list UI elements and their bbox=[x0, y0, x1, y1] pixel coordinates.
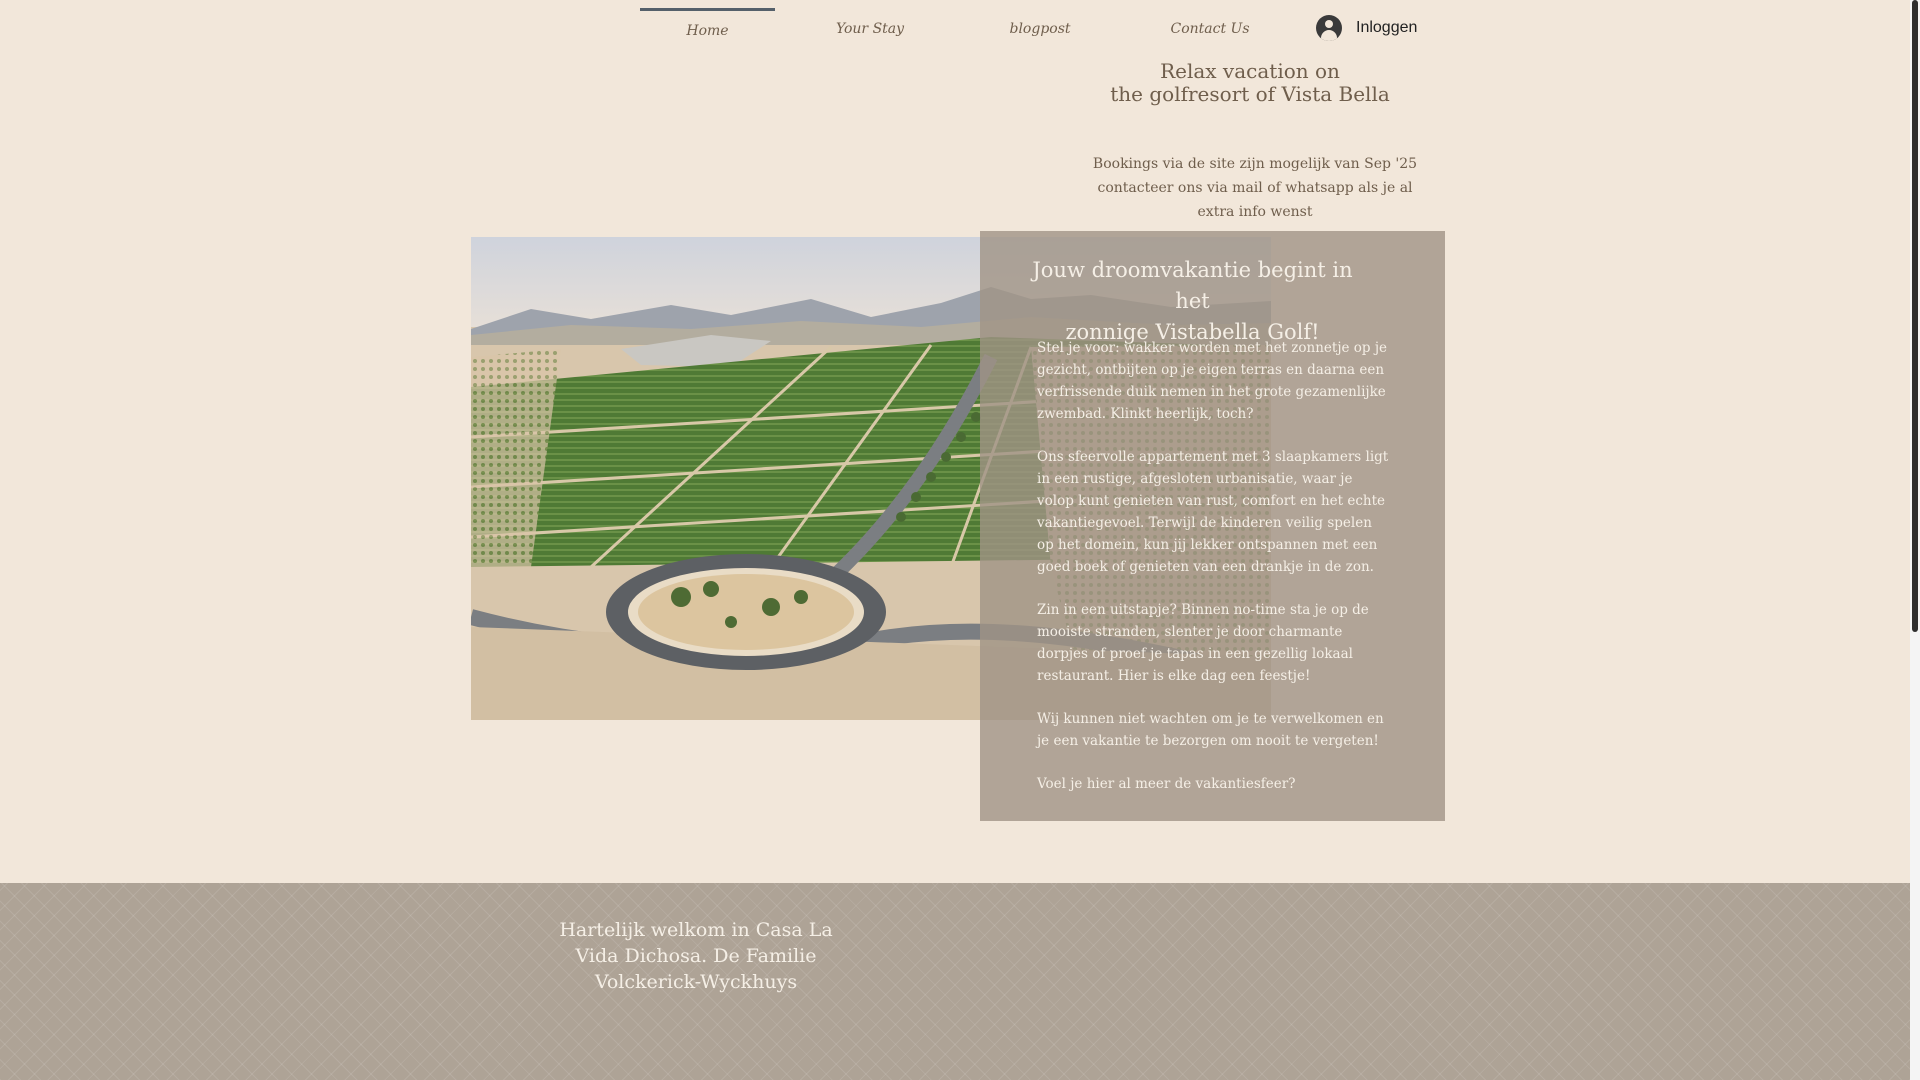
hero-title-line-1: Relax vacation on bbox=[1160, 59, 1340, 83]
panel-paragraph: Voel je hier al meer de vakantiesfeer? bbox=[1037, 776, 1296, 792]
user-avatar-icon bbox=[1316, 15, 1342, 41]
login-button[interactable] bbox=[1316, 14, 1417, 42]
scrollbar-thumb[interactable] bbox=[1912, 0, 1918, 632]
panel-title bbox=[1020, 255, 1365, 348]
booking-notice-line-2: contacteer ons via mail of whatsapp als je al extra info wenst bbox=[1097, 180, 1413, 220]
panel-title-line-1: Jouw droomvakantie begint in het bbox=[1032, 258, 1353, 313]
panel-paragraph: Stel je voor: wakker worden met het zonnetje op je gezicht, ontbijten op je eigen terras en daarna een verfrissende duik nemen in het grote gezamenlijke zwembad. Klinkt heerlijk, toch? bbox=[1037, 340, 1388, 422]
page-scrollbar[interactable] bbox=[1910, 0, 1920, 1080]
intro-panel bbox=[980, 231, 1445, 821]
login-label: Inloggen bbox=[1356, 19, 1418, 36]
panel-title-line-2: zonnige Vistabella Golf! bbox=[1065, 320, 1320, 344]
hero-title bbox=[1080, 60, 1420, 106]
panel-paragraph: Wij kunnen niet wachten om je te verwelkomen en je een vakantie te bezorgen om nooit te vergeten! bbox=[1037, 711, 1384, 749]
nav-item-home[interactable]: Home bbox=[640, 8, 775, 51]
panel-paragraph: Ons sfeervolle appartement met 3 slaapkamers ligt in een rustige, afgesloten urbanisatie, waar je volop kunt genieten van rust, comfort en het echte vakantiegevoel. Terwijl de kinderen veilig spelen op het domein, kun jij lekker ontspannen met een goed boek of genieten van een drankje in de zon. bbox=[1037, 449, 1389, 575]
nav-item-blogpost[interactable]: blogpost bbox=[1009, 21, 1071, 37]
booking-notice bbox=[1090, 152, 1420, 224]
footer-welcome-text: Hartelijk welkom in Casa La Vida Dichosa. De Familie Volckerick-Wyckhuys bbox=[559, 919, 833, 993]
panel-body bbox=[1037, 337, 1389, 816]
hero-title-line-2: the golfresort of Vista Bella bbox=[1110, 82, 1390, 106]
nav-item-contact-us[interactable]: Contact Us bbox=[1170, 21, 1250, 37]
panel-paragraph: Zin in een uitstapje? Binnen no-time sta je op de mooiste stranden, slenter je door charmante dorpjes of proef je tapas in een gezellig lokaal restaurant. Hier is elke dag een feestje! bbox=[1037, 602, 1369, 684]
nav-item-your-stay[interactable]: Your Stay bbox=[835, 21, 905, 37]
footer bbox=[0, 883, 1910, 1080]
booking-notice-line-1: Bookings via de site zijn mogelijk van Sep '25 bbox=[1092, 156, 1418, 172]
